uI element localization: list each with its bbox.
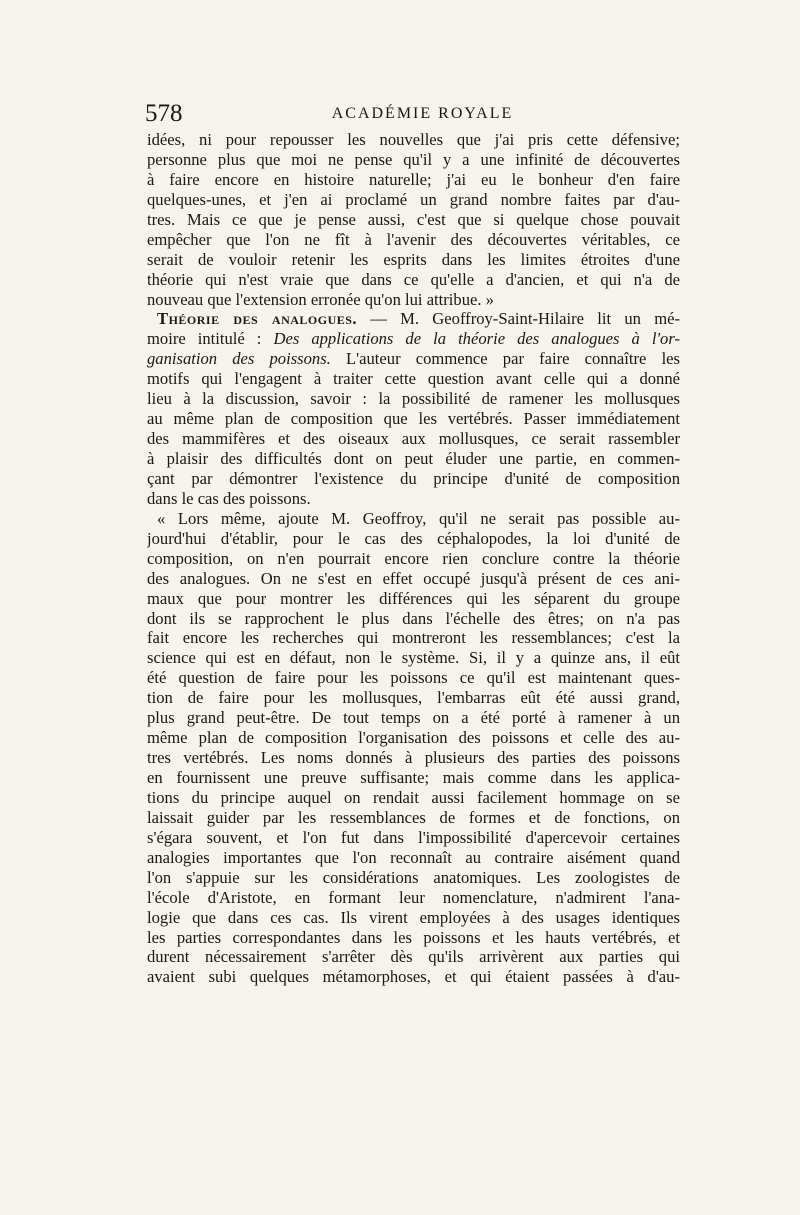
text-line: dont ils se rapprochent le plus dans l'échelle des êtres; on n'a pas (147, 608, 680, 628)
text-line: lieu à la discussion, savoir : la possibilité de ramener les mollusques (147, 389, 680, 409)
text-line: analogies importantes que l'on reconnaît au contraire aisément quand (147, 847, 680, 867)
text-line: été question de faire pour les poissons ce qu'il est maintenant ques- (147, 668, 680, 688)
section-continuation: L'auteur commence par faire connaître les (330, 349, 680, 369)
text-line: les parties correspondantes dans les poissons et les hauts vertébrés, et (147, 927, 680, 947)
body-text (147, 130, 680, 987)
section-heading: Théorie des analogues. (157, 309, 358, 329)
text-line: nouveau que l'extension erronée qu'on lui attribue. » (147, 289, 494, 309)
text-line: « Lors même, ajoute M. Geoffroy, qu'il ne serait pas possible au- (157, 508, 680, 528)
text-line: même plan de composition l'organisation des poissons et celle des au- (147, 728, 680, 748)
text-line: motifs qui l'engagent à traiter cette question avant celle qui a donné (147, 369, 680, 389)
text-line: maux que pour montrer les différences qui les séparent du groupe (147, 588, 680, 608)
text-line: personne plus que moi ne pense qu'il y a une infinité de découvertes (147, 149, 680, 169)
text-line: à plaisir des difficultés dont on peut éluder une partie, en commen- (147, 449, 680, 468)
text-line: théorie qui n'est vraie que dans ce qu'elle a d'ancien, et qui n'a de (147, 269, 680, 289)
page-number: 578 (145, 100, 183, 127)
text-line: çant par démontrer l'existence du principe d'unité de composition (147, 468, 680, 488)
section-intro: — M. Geoffroy-Saint-Hilaire lit un mé- (357, 309, 680, 329)
page-header (145, 97, 680, 131)
text-line: tions du principe auquel on rendait aussi facilement hommage on se (147, 787, 680, 807)
text-line: serait de vouloir retenir les esprits dans les limites étroites d'une (147, 249, 680, 269)
text-line: avaient subi quelques métamorphoses, et qui étaient passées à d'au- (147, 967, 680, 987)
text-line: des analogues. On ne s'est en effet occupé jusqu'à présent de ces ani- (147, 568, 680, 588)
text-line: logie que dans ces cas. Ils virent employées à des usages identiques (147, 907, 680, 927)
text-line: tres. Mais ce que je pense aussi, c'est que si quelque chose pouvait (147, 209, 680, 229)
running-head: ACADÉMIE ROYALE (331, 105, 514, 122)
text-line: durent nécessairement s'arrêter dès qu'ils arrivèrent aux parties qui (147, 947, 680, 967)
text-line: à faire encore en histoire naturelle; j'ai eu le bonheur d'en faire (147, 169, 680, 189)
text-line: composition, on n'en pourrait encore rien conclure contre la théorie (147, 548, 680, 568)
text-line: jourd'hui d'établir, pour le cas des céphalopodes, la loi d'unité de (147, 528, 680, 548)
text-line: plus grand peut-être. De tout temps on a été porté à ramener à un (147, 708, 680, 728)
text-line: tres vertébrés. Les noms donnés à plusieurs des parties des poissons (147, 748, 680, 768)
text-line: empêcher que l'on ne fît à l'avenir des découvertes véritables, ce (147, 229, 680, 249)
text-line: idées, ni pour repousser les nouvelles que j'ai pris cette défensive; (147, 130, 680, 149)
memoir-title-part2: ganisation des poissons. (147, 349, 331, 369)
section-third-line (147, 349, 680, 369)
text-line: science qui est en défaut, non le système. Si, il y a quinze ans, il eût (147, 648, 680, 668)
text-line: l'on s'appuie sur les considérations anatomiques. Les zoologistes de (147, 867, 680, 887)
section-second-line (147, 329, 680, 349)
text-line: l'école d'Aristote, en formant leur nomenclature, n'admirent l'ana- (147, 887, 680, 907)
text-line: tion de faire pour les mollusques, l'embarras eût été aussi grand, (147, 688, 680, 708)
text-line: quelques-unes, et j'en ai proclamé un grand nombre faites par d'au- (147, 189, 680, 209)
text-line: fait encore les recherches qui montreront les ressemblances; c'est la (147, 628, 680, 648)
text-line: s'égara souvent, et l'on fut dans l'impossibilité d'apercevoir certaines (147, 827, 680, 847)
text-line: en fournissent une preuve suffisante; mais comme dans les applica- (147, 768, 680, 787)
text-line: laissait guider par les ressemblances de formes et de fonctions, on (147, 807, 680, 827)
memoir-lead: moire intitulé : (147, 329, 274, 349)
section-first-line (147, 309, 680, 329)
text-line: des mammifères et des oiseaux aux mollusques, ce serait rassembler (147, 429, 680, 449)
text-line: au même plan de composition que les vertébrés. Passer immédiatement (147, 409, 680, 429)
text-line: dans le cas des poissons. (147, 488, 311, 508)
memoir-title-part1: Des applications de la théorie des analogues à l'or- (273, 329, 680, 349)
